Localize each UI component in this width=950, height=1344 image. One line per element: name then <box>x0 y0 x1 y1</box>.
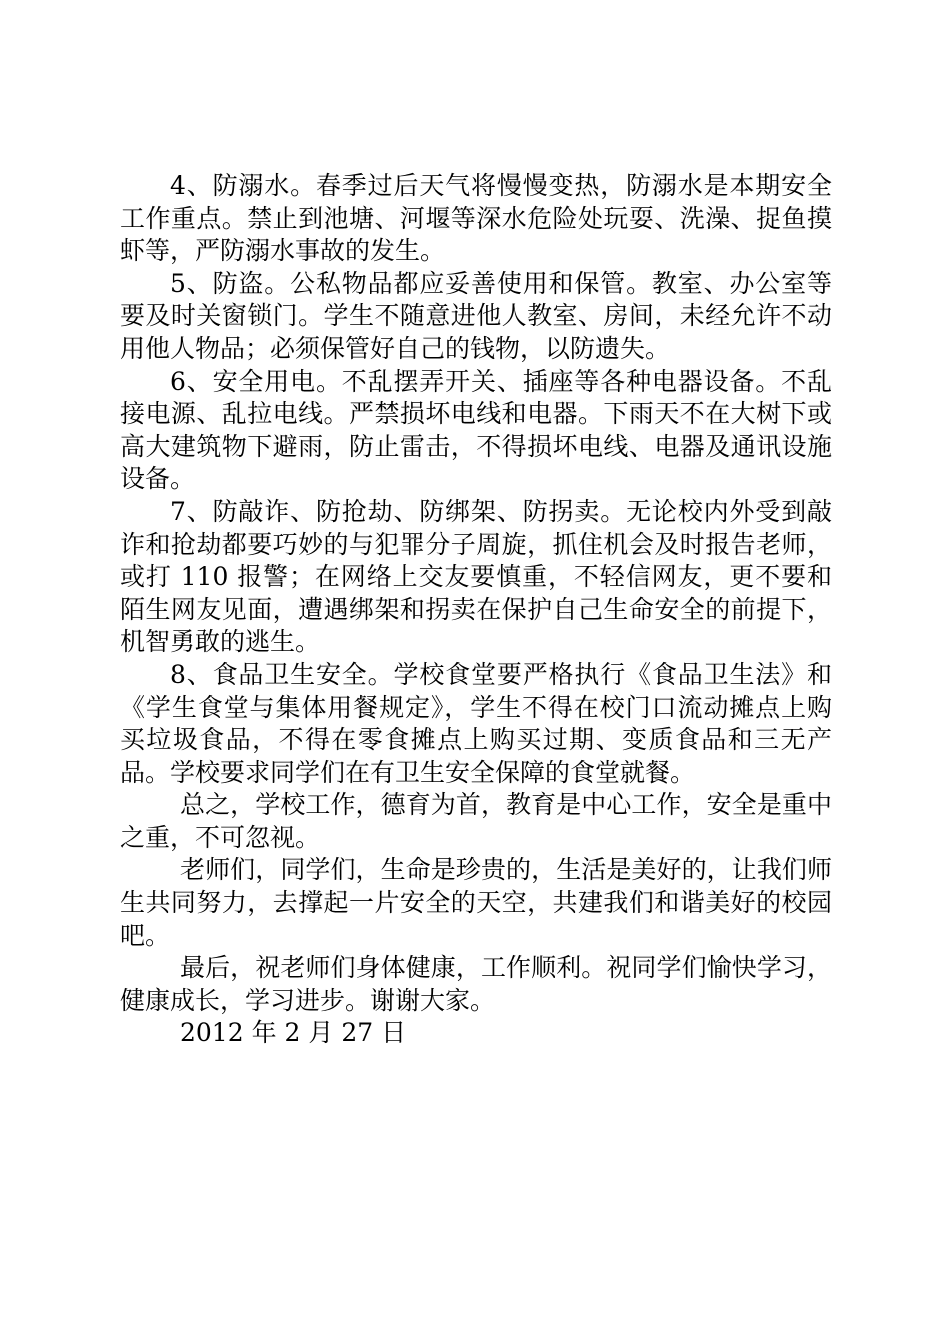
paragraph-drowning-prevention: 4、防溺水。春季过后天气将慢慢变热，防溺水是本期安全工作重点。禁止到池塘、河堰等深水危险处玩耍、洗澡、捉鱼摸虾等，严防溺水事故的发生。 <box>120 171 832 266</box>
paragraph-food-safety: 8、食品卫生安全。学校食堂要严格执行《食品卫生法》和《学生食堂与集体用餐规定》，学生不得在校门口流动摊点上购买垃圾食品，不得在零食摊点上购买过期、变质食品和三无产品。学校要求同学们在有卫生安全保障的食堂就餐。 <box>120 659 832 787</box>
document-body <box>120 170 832 1050</box>
paragraph-extortion-prevention: 7、防敲诈、防抢劫、防绑架、防拐卖。无论校内外受到敲诈和抢劫都要巧妙的与犯罪分子周旋，抓住机会及时报告老师，或打 110 报警；在网络上交友要慎重，不轻信网友，更不要和陌生网友见面，遭遇绑架和拐卖在保护自己生命安全的前提下，机智勇敢的逃生。 <box>120 496 832 657</box>
paragraph-theft-prevention: 5、防盗。公私物品都应妥善使用和保管。教室、办公室等要及时关窗锁门。学生不随意进他人教室、房间，未经允许不动用他人物品；必须保管好自己的钱物，以防遗失。 <box>120 268 832 363</box>
paragraph-appeal: 老师们，同学们，生命是珍贵的，生活是美好的，让我们师生共同努力，去撑起一片安全的天空，共建我们和谐美好的校园吧。 <box>120 855 832 950</box>
paragraph-closing: 最后，祝老师们身体健康，工作顺利。祝同学们愉快学习，健康成长，学习进步。谢谢大家。 <box>120 953 832 1015</box>
paragraph-electrical-safety: 6、安全用电。不乱摆弄开关、插座等各种电器设备。不乱接电源、乱拉电线。严禁损坏电线和电器。下雨天不在大树下或高大建筑物下避雨，防止雷击，不得损坏电线、电器及通讯设施设备。 <box>120 366 832 494</box>
document-date: 2012 年 2 月 27 日 <box>180 1018 407 1048</box>
paragraph-summary: 总之，学校工作，德育为首，教育是中心工作，安全是重中之重，不可忽视。 <box>120 790 832 852</box>
